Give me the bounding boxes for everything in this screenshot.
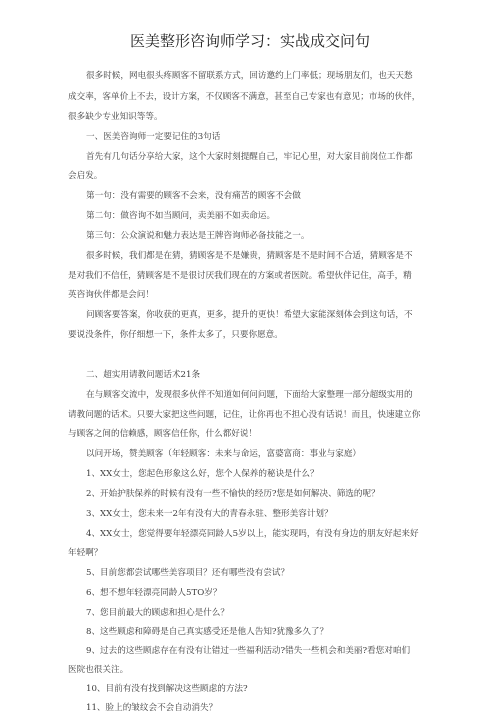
text-line: 请教问题的话术。只要大家把这些问题，记住，让你再也不担心没有话说！而且，快速建立你 xyxy=(68,410,421,420)
text-line: 很多时候，网电很头疼顾客不留联系方式，回访邀约上门率低；现场朋友们，也天天愁 xyxy=(86,71,413,81)
text-line: 很多时候，我们都是在猜，猜顾客是不是嫌贵，猜顾客是不是时间不合适，猜顾客是不 xyxy=(86,251,413,261)
list-item: 5、目前您都尝试哪些美容项目？还有哪些没有尝试？ xyxy=(86,568,290,578)
text-line: 英咨询伙伴都是会问！ xyxy=(68,290,154,300)
text-line: 要说没条件，你仔细想一下，条件太多了，只要你愿意。 xyxy=(68,330,283,340)
document-title: 医美整形咨询师学习：实战成交问句 xyxy=(129,32,370,50)
list-item: 6、想不想年轻漂亮同龄人5TO岁？ xyxy=(86,588,222,598)
text-line: 成交率，客单价上不去，设计方案，不仅顾客不满意，甚至自己专家也有意见；市场的伙伴， xyxy=(68,92,421,102)
list-item: 4、XX女士，您觉得要年轻漂亮同龄人5岁以上，能实现吗，有没有身边的朋友好起来好 xyxy=(86,529,419,539)
text-line: 首先有几句话分享给大家，这个大家时刻提醒自己，牢记心里，对大家目前岗位工作都 xyxy=(86,152,413,162)
section-heading: 二、超实用请教问题话术21条 xyxy=(86,370,201,380)
text-line: 在与顾客交流中，发现很多伙伴不知道如何问问题，下面给大家整理一部分超级实用的 xyxy=(86,390,413,400)
text-line: 会启发。 xyxy=(68,171,103,181)
text-line: 与顾客之间的信赖感，顾客信任你，什么都好说！ xyxy=(68,429,258,439)
list-item: 11、脸上的皱纹会不会自动消失？ xyxy=(86,703,218,713)
list-item: 9、过去的这些顾虑存在有没有让错过一些福利活动?错失一些机会和美丽?看您对咱们 xyxy=(86,646,411,656)
text-line: 第一句：没有需要的顾客不会来，没有痛苦的顾客不会做 xyxy=(86,191,301,201)
text-line: 以问开场，赞美顾客（年轻顾客：未来与命运，富婆富商：事业与家庭） xyxy=(86,449,362,459)
section-heading: 一、医美咨询师一定要记住的3句话 xyxy=(86,132,221,142)
list-item: 7、您目前最大的顾虑和担心是什么？ xyxy=(86,608,229,618)
text-line: 第二句：做咨询不如当顾问，卖美丽不如卖命运。 xyxy=(86,211,276,221)
text-line: 第三句：公众演说和魅力表达是王牌咨询师必备技能之一。 xyxy=(86,231,310,241)
text-line: 年轻啊？ xyxy=(68,548,103,558)
text-line: 问顾客要答案，你收获的更真，更多，提升的更快！希望大家能深刻体会到这句话，不 xyxy=(86,310,413,320)
text-line: 医院也很关注。 xyxy=(68,665,129,675)
list-item: 2、开始护肤保养的时候有没有一些不愉快的经历?您是如何解决、筛选的呢？ xyxy=(86,489,380,499)
list-item: 8、这些顾虑和障碍是自己真实感受还是他人告知?犹豫多久了？ xyxy=(86,627,329,637)
text-line: 是对我们不信任，猜顾客是不是很讨厌我们现在的方案或者医院。希望伙伴记住，高手，精 xyxy=(68,271,412,281)
text-line: 很多缺少专业知识等等。 xyxy=(68,112,163,122)
list-item: 1、XX女士，您起色形象这么好，您个人保养的秘诀是什么？ xyxy=(86,469,319,479)
list-item: 10、目前有没有找到解决这些顾虑的方法? xyxy=(86,684,248,694)
list-item: 3、XX女士，您未来一2年有没有大的青春永驻、整形美容计划？ xyxy=(86,509,333,519)
